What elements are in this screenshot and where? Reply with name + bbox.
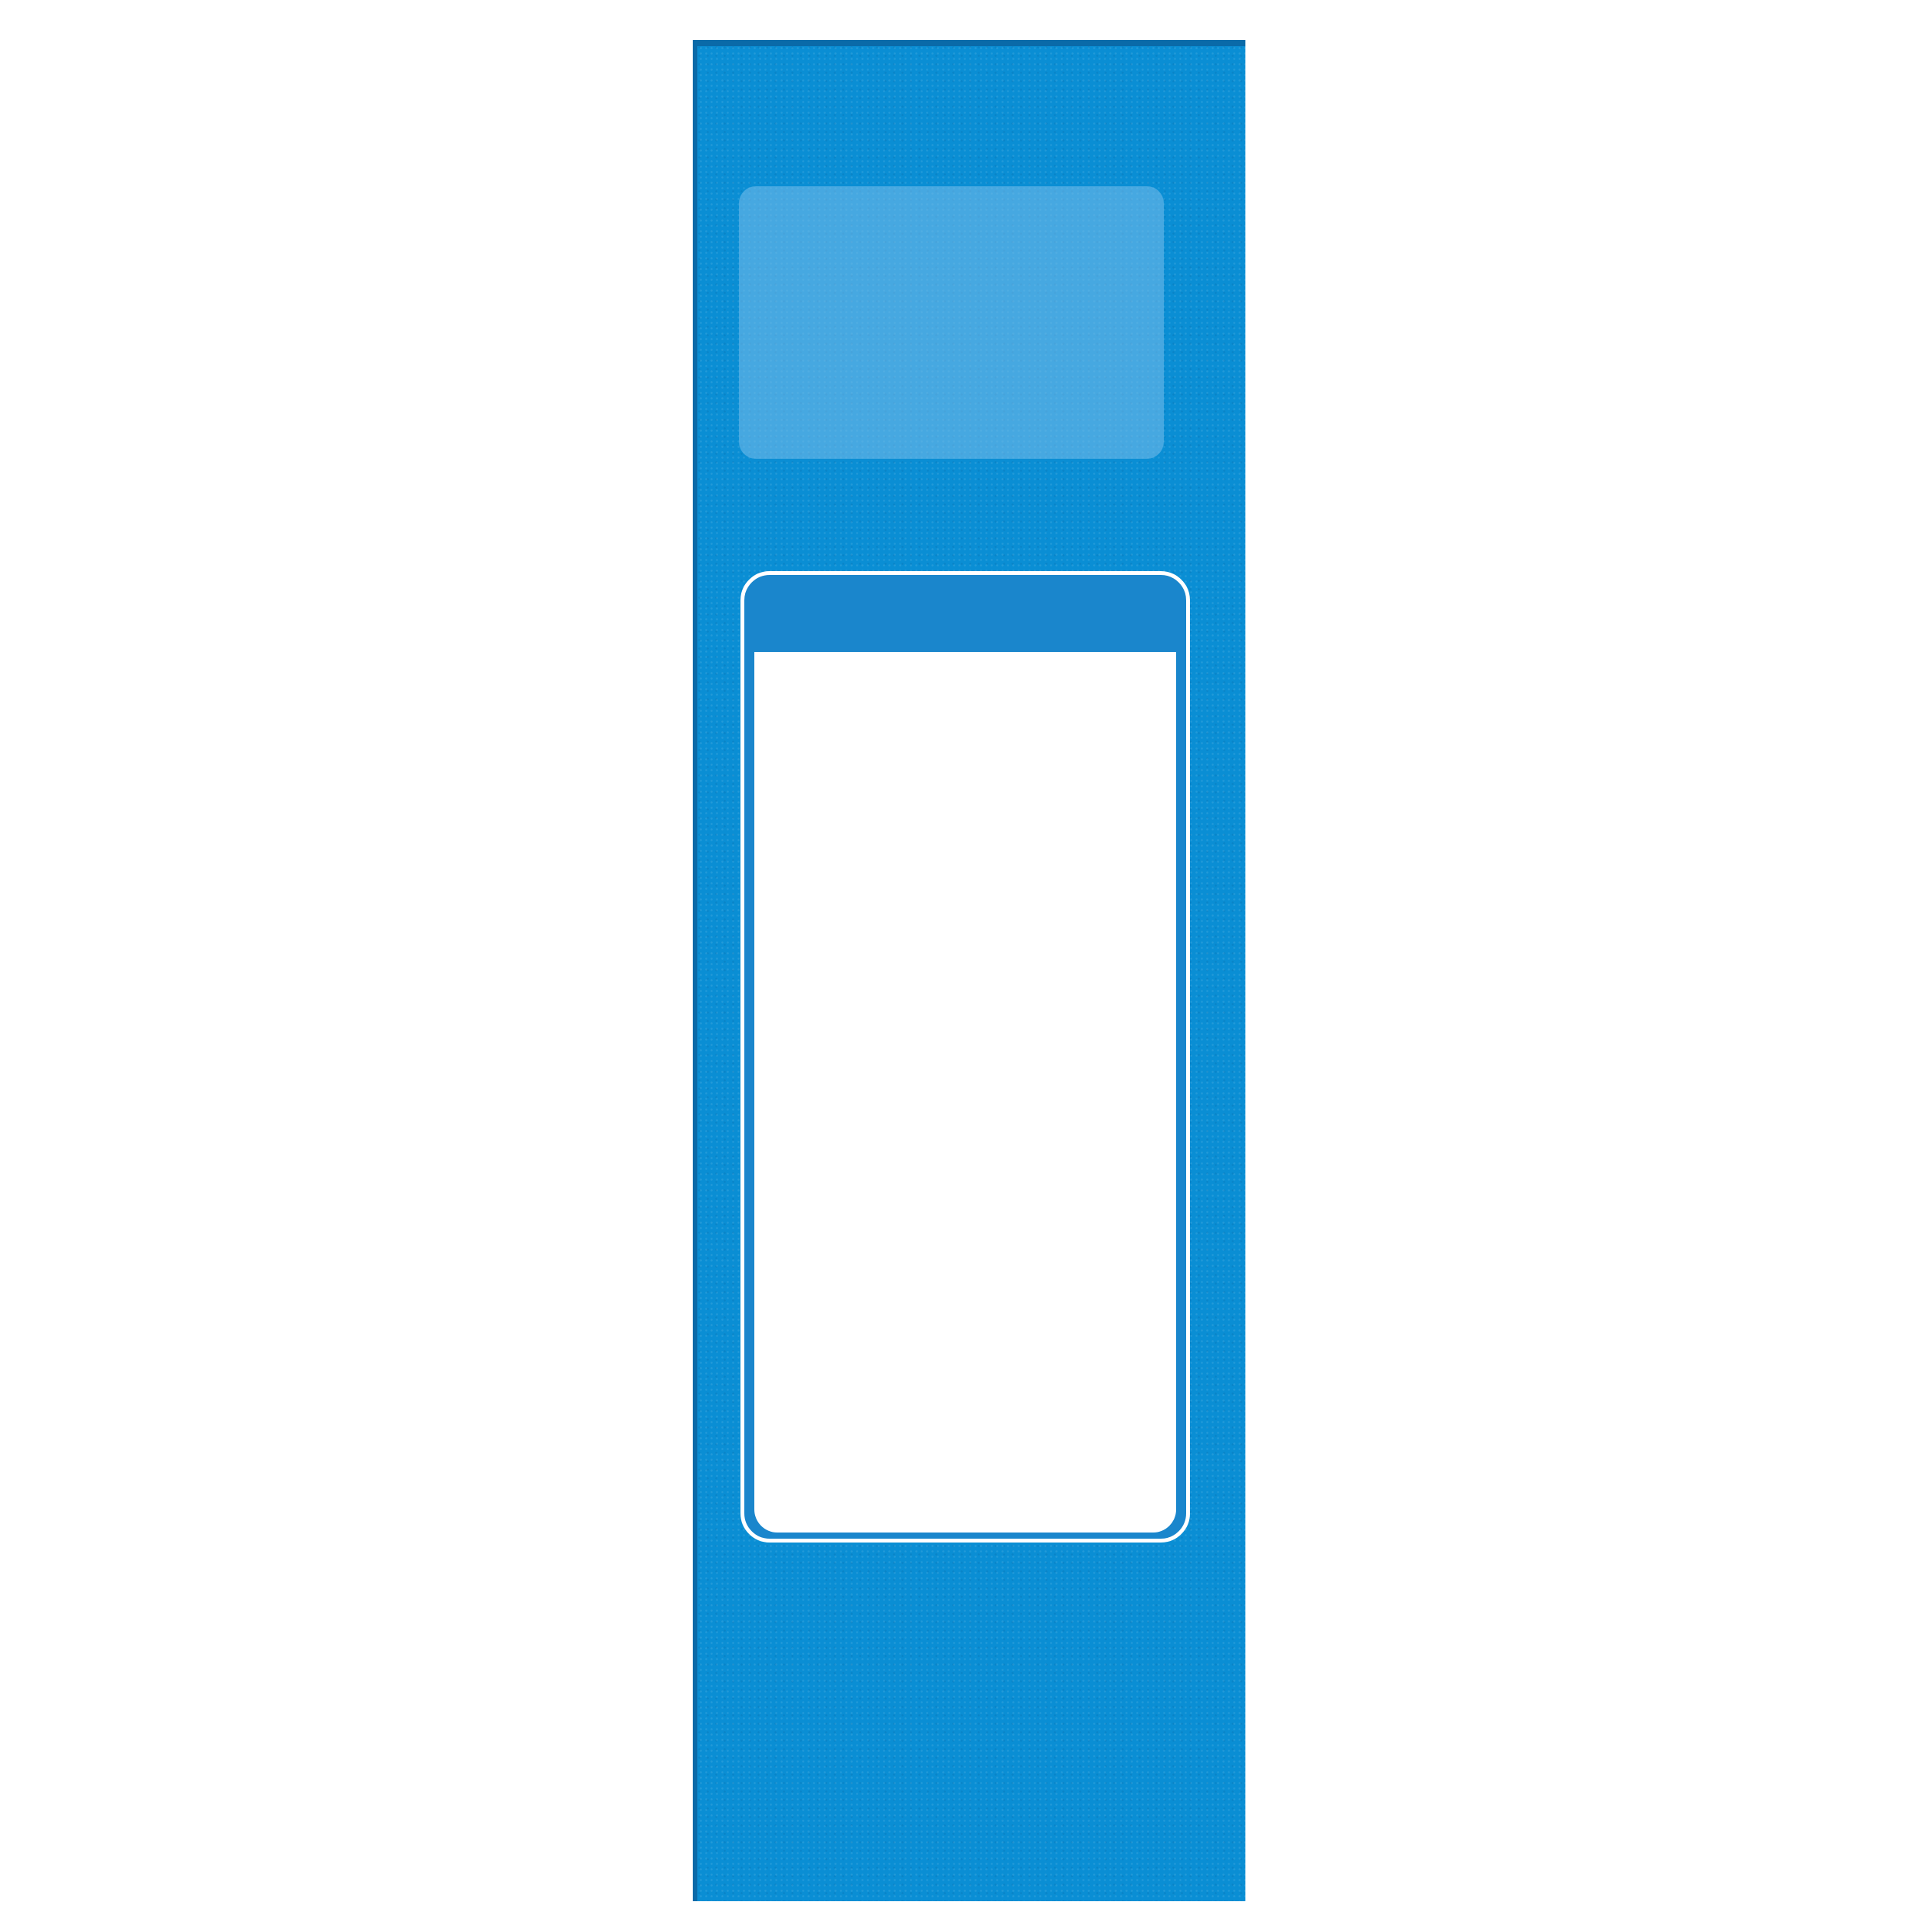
nutrition-table bbox=[754, 652, 1176, 1533]
packaging-note bbox=[693, 1818, 1245, 1843]
panel-left-edge bbox=[693, 40, 697, 1901]
breastfeeding-advice bbox=[693, 1735, 1245, 1784]
ingredients-box bbox=[739, 186, 1164, 459]
diet-advice bbox=[693, 1675, 1245, 1724]
panel-top-edge bbox=[693, 40, 1245, 46]
